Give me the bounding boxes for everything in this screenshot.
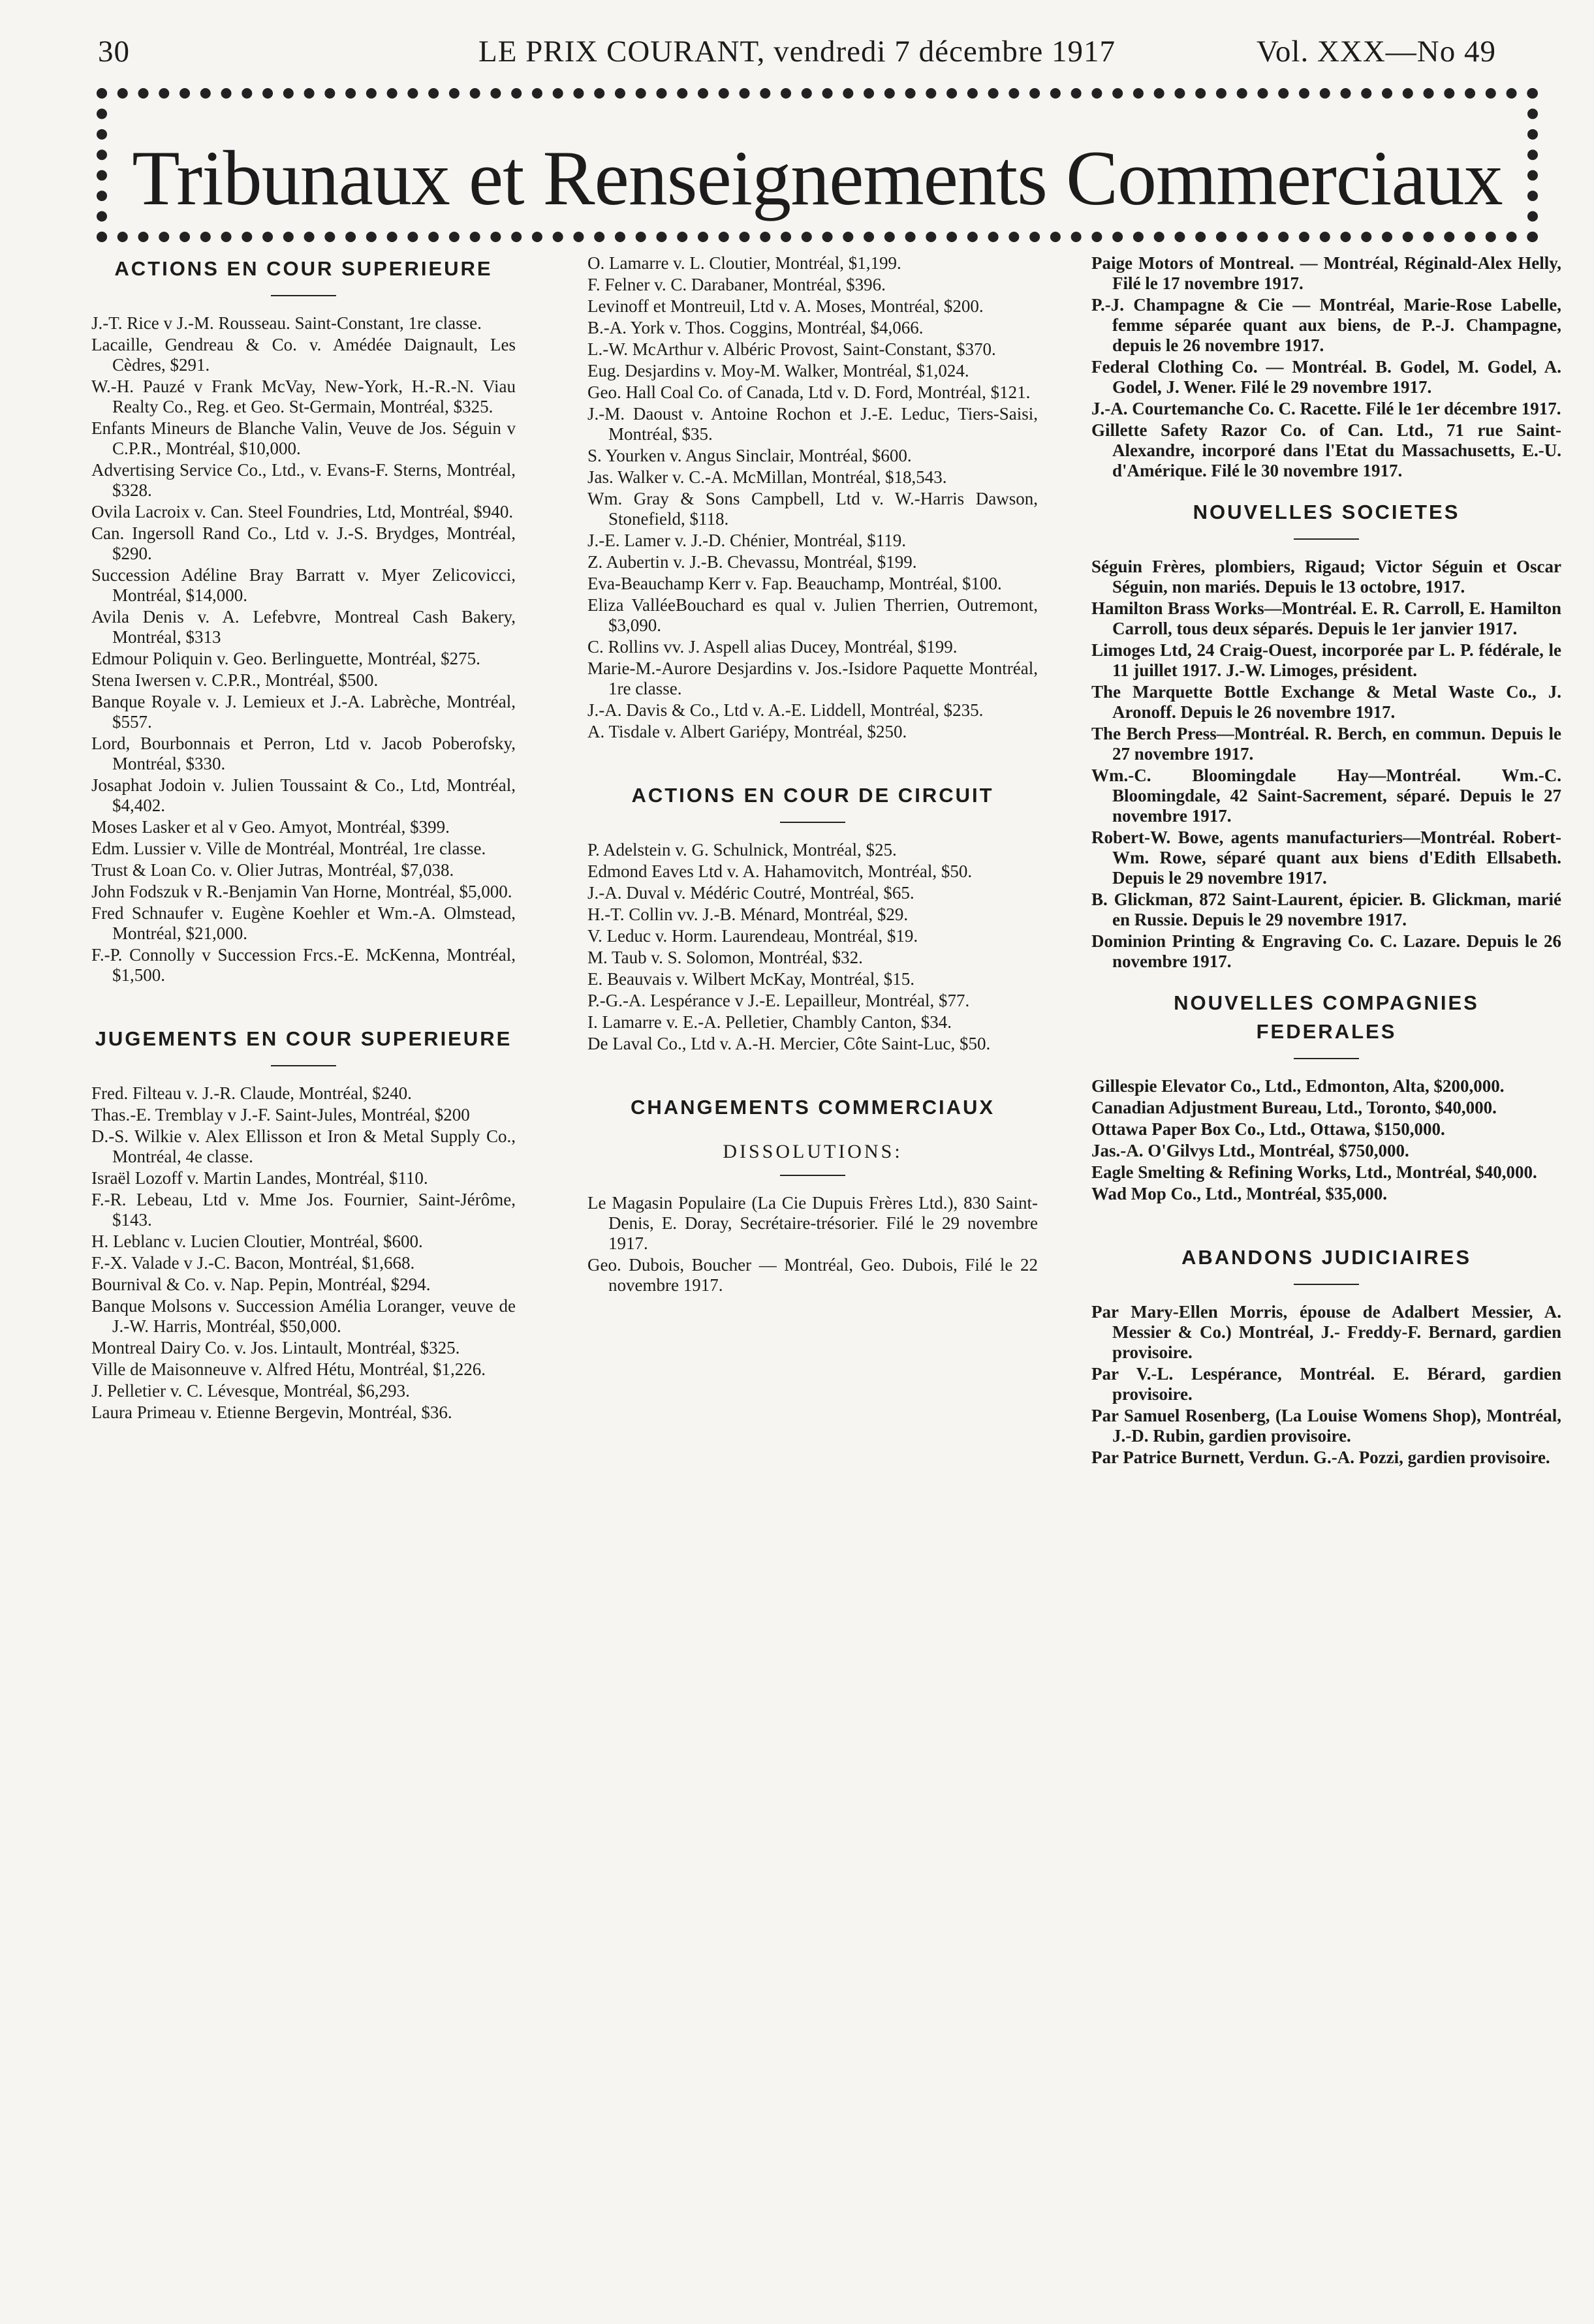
list-item: Can. Ingersoll Rand Co., Ltd v. J.-S. Brydges, Montréal, $290.	[91, 523, 516, 563]
list-item: P.-G.-A. Lespérance v J.-E. Lepailleur, Montréal, $77.	[587, 991, 970, 1010]
spacer	[587, 1055, 1038, 1092]
list-item: Ovila Lacroix v. Can. Steel Foundries, Ltd, Montréal, $940.	[91, 502, 514, 521]
list-item: Montreal Dairy Co. v. Jos. Lintault, Montréal, $325.	[91, 1338, 460, 1357]
list-item: J.-T. Rice v J.-M. Rousseau. Saint-Constant, 1re classe.	[91, 313, 482, 333]
list-item: P. Adelstein v. G. Schulnick, Montréal, $25.	[587, 840, 897, 860]
list-item: Eug. Desjardins v. Moy-M. Walker, Montréal, $1,024.	[587, 361, 969, 380]
list-item: Wm. Gray & Sons Campbell, Ltd v. W.-Harris Dawson, Stonefield, $118.	[587, 489, 1038, 529]
list-item: Lord, Bourbonnais et Perron, Ltd v. Jacob Poberofsky, Montréal, $330.	[91, 734, 516, 773]
list-item: B. Glickman, 872 Saint-Laurent, épicier. B. Glickman, marié en Russie. Depuis le 29 novembre 1917.	[1091, 890, 1561, 929]
column-2	[587, 253, 1038, 1297]
dissolutions-subheading: DISSOLUTIONS:	[723, 1141, 903, 1162]
list-item: J.-A. Courtemanche Co. C. Racette. Filé le 1er décembre 1917.	[1091, 399, 1561, 418]
list-item: Fred Schnaufer v. Eugène Koehler et Wm.-A. Olmstead, Montréal, $21,000.	[91, 903, 516, 943]
section-rule	[1294, 1284, 1359, 1285]
list-item: Edm. Lussier v. Ville de Montréal, Montréal, 1re classe.	[91, 839, 486, 858]
jugements-list	[91, 1083, 516, 1423]
list-item: J.-E. Lamer v. J.-D. Chénier, Montréal, $119.	[587, 531, 907, 550]
spacer	[587, 743, 1038, 780]
list-item: Avila Denis v. A. Lefebvre, Montreal Cash Bakery, Montréal, $313	[91, 607, 516, 647]
section-rule	[780, 1175, 845, 1176]
list-item: Par Samuel Rosenberg, (La Louise Womens Shop), Montréal, J.-D. Rubin, gardien provisoire.	[1091, 1406, 1561, 1446]
list-item: Bournival & Co. v. Nap. Pepin, Montréal, $294.	[91, 1275, 431, 1294]
actions-superieure-list	[91, 313, 516, 985]
list-item: Dominion Printing & Engraving Co. C. Lazare. Depuis le 26 novembre 1917.	[1091, 931, 1561, 971]
list-item: Banque Molsons v. Succession Amélia Loranger, veuve de J.-W. Harris, Montréal, $50,000.	[91, 1296, 516, 1336]
list-item: Eva-Beauchamp Kerr v. Fap. Beauchamp, Montréal, $100.	[587, 574, 1002, 593]
list-item: Séguin Frères, plombiers, Rigaud; Victor Séguin et Oscar Séguin, non mariés. Depuis le 13 octobre, 1917.	[1091, 557, 1561, 596]
list-item: Thas.-E. Tremblay v J.-F. Saint-Jules, Montréal, $200	[91, 1105, 470, 1124]
list-item: Edmour Poliquin v. Geo. Berlinguette, Montréal, $275.	[91, 649, 480, 668]
list-item: P.-J. Champagne & Cie — Montréal, Marie-Rose Labelle, femme séparée quant aux biens, de P.-J. Champagne, depuis le 26 novembre 1917.	[1091, 295, 1561, 355]
list-item: H.-T. Collin vv. J.-B. Ménard, Montréal, $29.	[587, 905, 909, 924]
section-rule	[1294, 1058, 1359, 1059]
circuit-heading: ACTIONS EN COUR DE CIRCUIT	[631, 784, 994, 807]
banner-title: Tribunaux et Renseignements Commerciaux	[132, 134, 1503, 221]
circuit-list	[587, 840, 1038, 1054]
list-item: Advertising Service Co., Ltd., v. Evans-F. Sterns, Montréal, $328.	[91, 460, 516, 500]
volume-number: Vol. XXX—No 49	[1257, 35, 1496, 69]
section-rule	[1294, 538, 1359, 540]
list-item: Jas. Walker v. C.-A. McMillan, Montréal, $18,543.	[587, 467, 947, 487]
changements-heading: CHANGEMENTS COMMERCIAUX	[630, 1096, 995, 1119]
list-item: L.-W. McArthur v. Albéric Provost, Saint-Constant, $370.	[587, 339, 996, 359]
dissolutions-list	[587, 1193, 1038, 1295]
list-item: Wad Mop Co., Ltd., Montréal, $35,000.	[1091, 1184, 1388, 1203]
running-header	[98, 34, 1496, 86]
list-item: O. Lamarre v. L. Cloutier, Montréal, $1,199.	[587, 253, 901, 273]
list-item: A. Tisdale v. Albert Gariépy, Montréal, $250.	[587, 722, 907, 741]
list-item: J.-M. Daoust v. Antoine Rochon et J.-E. Leduc, Tiers-Saisi, Montréal, $35.	[587, 404, 1038, 444]
column-1	[91, 253, 516, 1424]
list-item: Geo. Dubois, Boucher — Montréal, Geo. Dubois, Filé le 22 novembre 1917.	[587, 1255, 1038, 1295]
spacer	[1091, 482, 1561, 497]
list-item: Eliza ValléeBouchard es qual v. Julien Therrien, Outremont, $3,090.	[587, 595, 1038, 635]
list-item: Jas.-A. O'Gilvys Ltd., Montréal, $750,000.	[1091, 1141, 1409, 1160]
list-item: I. Lamarre v. E.-A. Pelletier, Chambly Canton, $34.	[587, 1012, 952, 1032]
list-item: Ottawa Paper Box Co., Ltd., Ottawa, $150,000.	[1091, 1119, 1445, 1139]
list-item: Par V.-L. Lespérance, Montréal. E. Bérard, gardien provisoire.	[1091, 1364, 1561, 1404]
abandons-heading: ABANDONS JUDICIAIRES	[1181, 1246, 1472, 1269]
list-item: J.-A. Davis & Co., Ltd v. A.-E. Liddell, Montréal, $235.	[587, 700, 984, 720]
list-item: De Laval Co., Ltd v. A.-H. Mercier, Côte Saint-Luc, $50.	[587, 1034, 991, 1053]
publication-line: LE PRIX COURANT, vendredi 7 décembre 1917	[478, 35, 1116, 69]
section-banner	[97, 88, 1538, 242]
list-item: M. Taub v. S. Solomon, Montréal, $32.	[587, 948, 863, 967]
list-item: Le Magasin Populaire (La Cie Dupuis Frères Ltd.), 830 Saint-Denis, E. Doray, Secrétaire-trésorier. Filé le 29 novembre 1917.	[587, 1193, 1038, 1253]
jugements-heading: JUGEMENTS EN COUR SUPERIEURE	[95, 1027, 512, 1050]
compagnies-federales-list	[1091, 1076, 1561, 1204]
list-item: John Fodszuk v R.-Benjamin Van Horne, Montréal, $5,000.	[91, 882, 512, 901]
list-item: F. Felner v. C. Darabaner, Montréal, $396.	[587, 275, 886, 294]
actions-superieure-heading: ACTIONS EN COUR SUPERIEURE	[114, 257, 493, 280]
nouvelles-societes-list	[1091, 557, 1561, 972]
list-item: Z. Aubertin v. J.-B. Chevassu, Montréal, $199.	[587, 552, 917, 572]
list-item: Robert-W. Bowe, agents manufacturiers—Montréal. Robert-Wm. Rowe, séparé quant aux biens d'Edith Ellsabeth. Depuis le 29 novembre 1917.	[1091, 828, 1561, 888]
actions-superieure-continued-list	[587, 253, 1038, 742]
abandons-list	[1091, 1302, 1561, 1468]
column-3	[1091, 253, 1561, 1469]
list-item: J.-A. Duval v. Médéric Coutré, Montréal, $65.	[587, 883, 914, 903]
section-rule	[271, 1065, 336, 1066]
spacer	[1091, 1205, 1561, 1242]
list-item: The Marquette Bottle Exchange & Metal Waste Co., J. Aronoff. Depuis le 26 novembre 1917.	[1091, 682, 1561, 722]
list-item: Par Mary-Ellen Morris, épouse de Adalbert Messier, A. Messier & Co.) Montréal, J.- Freddy-F. Bernard, gardien provisoire.	[1091, 1302, 1561, 1362]
spacer	[1091, 973, 1561, 987]
list-item: Banque Royale v. J. Lemieux et J.-A. Labrèche, Montréal, $557.	[91, 692, 516, 732]
section-rule	[780, 822, 845, 823]
filings-list	[1091, 253, 1561, 481]
list-item: Levinoff et Montreuil, Ltd v. A. Moses, Montréal, $200.	[587, 296, 984, 316]
list-item: Enfants Mineurs de Blanche Valin, Veuve de Jos. Séguin v C.P.R., Montréal, $10,000.	[91, 418, 516, 458]
list-item: Gillespie Elevator Co., Ltd., Edmonton, Alta, $200,000.	[1091, 1076, 1505, 1096]
list-item: F.-X. Valade v J.-C. Bacon, Montréal, $1,668.	[91, 1253, 415, 1273]
list-item: E. Beauvais v. Wilbert McKay, Montréal, $15.	[587, 969, 915, 989]
list-item: Stena Iwersen v. C.P.R., Montréal, $500.	[91, 670, 379, 690]
list-item: H. Leblanc v. Lucien Cloutier, Montréal, $600.	[91, 1232, 423, 1251]
list-item: C. Rollins vv. J. Aspell alias Ducey, Montréal, $199.	[587, 637, 958, 657]
list-item: Geo. Hall Coal Co. of Canada, Ltd v. D. Ford, Montréal, $121.	[587, 382, 1031, 402]
list-item: Marie-M.-Aurore Desjardins v. Jos.-Isidore Paquette Montréal, 1re classe.	[587, 658, 1038, 698]
list-item: Ville de Maisonneuve v. Alfred Hétu, Montréal, $1,226.	[91, 1359, 486, 1379]
nouvelles-societes-heading: NOUVELLES SOCIETES	[1193, 501, 1460, 523]
section-rule	[271, 295, 336, 296]
list-item: Laura Primeau v. Etienne Bergevin, Montréal, $36.	[91, 1402, 452, 1422]
list-item: Federal Clothing Co. — Montréal. B. Godel, M. Godel, A. Godel, J. Wener. Filé le 29 novembre 1917.	[1091, 357, 1561, 397]
list-item: W.-H. Pauzé v Frank McVay, New-York, H.-R.-N. Viau Realty Co., Reg. et Geo. St-Germain, Montréal, $325.	[91, 377, 516, 416]
page-number: 30	[98, 35, 130, 69]
list-item: Limoges Ltd, 24 Craig-Ouest, incorporée par L. P. fédérale, le 11 juillet 1917. J.-W. Limoges, président.	[1091, 640, 1561, 680]
spacer	[91, 987, 516, 1023]
list-item: Israël Lozoff v. Martin Landes, Montréal, $110.	[91, 1168, 428, 1188]
list-item: Lacaille, Gendreau & Co. v. Amédée Daignault, Les Cèdres, $291.	[91, 335, 516, 375]
compagnies-federales-heading-line2: FEDERALES	[1256, 1020, 1397, 1043]
list-item: Canadian Adjustment Bureau, Ltd., Toronto, $40,000.	[1091, 1098, 1497, 1117]
list-item: V. Leduc v. Horm. Laurendeau, Montréal, $19.	[587, 926, 918, 946]
list-item: S. Yourken v. Angus Sinclair, Montréal, $600.	[587, 446, 912, 465]
list-item: B.-A. York v. Thos. Coggins, Montréal, $4,066.	[587, 318, 924, 337]
list-item: Moses Lasker et al v Geo. Amyot, Montréal, $399.	[91, 817, 450, 837]
list-item: D.-S. Wilkie v. Alex Ellisson et Iron & Metal Supply Co., Montréal, 4e classe.	[91, 1126, 516, 1166]
list-item: Josaphat Jodoin v. Julien Toussaint & Co., Ltd, Montréal, $4,402.	[91, 775, 516, 815]
list-item: Hamilton Brass Works—Montréal. E. R. Carroll, E. Hamilton Carroll, tous deux séparés. Depuis le 1er janvier 1917.	[1091, 598, 1561, 638]
list-item: Paige Motors of Montreal. — Montréal, Réginald-Alex Helly, Filé le 17 novembre 1917.	[1091, 253, 1561, 293]
list-item: J. Pelletier v. C. Lévesque, Montréal, $6,293.	[91, 1381, 410, 1401]
spacer	[587, 1127, 1038, 1141]
list-item: Trust & Loan Co. v. Olier Jutras, Montréal, $7,038.	[91, 860, 454, 880]
list-item: Wm.-C. Bloomingdale Hay—Montréal. Wm.-C. Bloomingdale, 42 Saint-Sacrement, séparé. Depuis le 27 novembre 1917.	[1091, 766, 1561, 826]
list-item: F.-R. Lebeau, Ltd v. Mme Jos. Fournier, Saint-Jérôme, $143.	[91, 1190, 516, 1230]
list-item: Eagle Smelting & Refining Works, Ltd., Montréal, $40,000.	[1091, 1162, 1537, 1182]
list-item: Par Patrice Burnett, Verdun. G.-A. Pozzi, gardien provisoire.	[1091, 1448, 1550, 1467]
list-item: Gillette Safety Razor Co. of Can. Ltd., 71 rue Saint-Alexandre, incorporé dans l'Etat du Massachusetts, E.-U. d'Amérique. Filé le 30 novembre 1917.	[1091, 420, 1561, 480]
list-item: F.-P. Connolly v Succession Frcs.-E. McKenna, Montréal, $1,500.	[91, 945, 516, 985]
list-item: Fred. Filteau v. J.-R. Claude, Montréal, $240.	[91, 1083, 412, 1103]
list-item: The Berch Press—Montréal. R. Berch, en commun. Depuis le 27 novembre 1917.	[1091, 724, 1561, 764]
compagnies-federales-heading-line1: NOUVELLES COMPAGNIES	[1174, 991, 1479, 1014]
list-item: Edmond Eaves Ltd v. A. Hahamovitch, Montréal, $50.	[587, 861, 973, 881]
list-item: Succession Adéline Bray Barratt v. Myer Zelicovicci, Montréal, $14,000.	[91, 565, 516, 605]
